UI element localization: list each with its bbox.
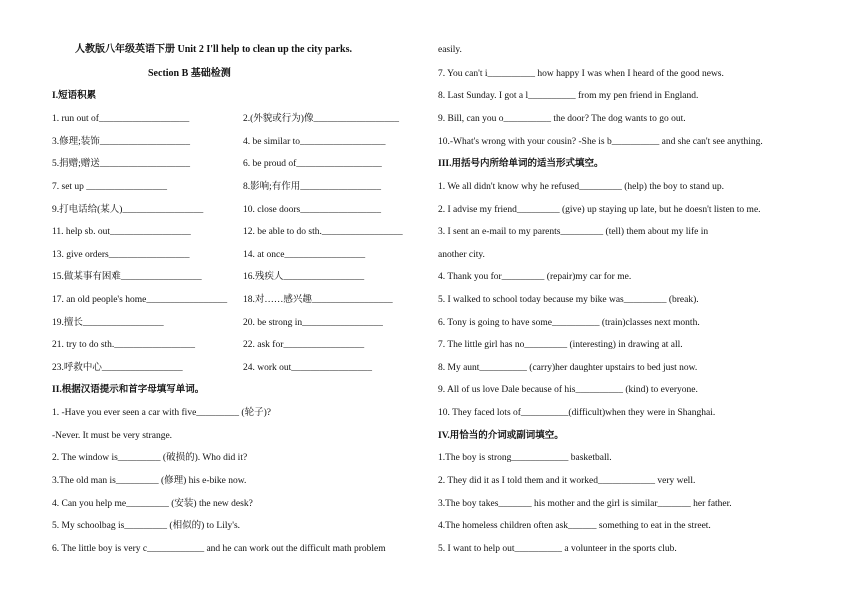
question-line: -Never. It must be very strange. bbox=[52, 431, 173, 441]
phrase-item: 23.呼救中心_________________ bbox=[52, 363, 183, 373]
question-line: 4.The homeless children often ask______ something to eat in the street. bbox=[438, 521, 711, 531]
question-line: 5. My schoolbag is_________ (相似的) to Lily's. bbox=[52, 521, 241, 531]
phrase-item: 4. be similar to__________________ bbox=[243, 137, 386, 147]
section-3-heading: III.用括号内所给单词的适当形式填空。 bbox=[438, 159, 604, 169]
phrase-item: 5.捐赠;赠送___________________ bbox=[52, 159, 191, 169]
phrase-item: 8.影响;有作用_________________ bbox=[243, 182, 382, 192]
phrase-item: 11. help sb. out_________________ bbox=[52, 227, 191, 237]
question-line: 2. The window is_________ (破损的). Who did it? bbox=[52, 453, 248, 463]
question-line: 8. Last Sunday. I got a l__________ from my pen friend in England. bbox=[438, 91, 699, 101]
phrase-item: 22. ask for_________________ bbox=[243, 340, 365, 350]
phrase-item: 15.做某事有困难_________________ bbox=[52, 272, 202, 282]
question-line: 2. They did it as I told them and it worked____________ very well. bbox=[438, 476, 696, 486]
phrase-item: 16.残疾人_________________ bbox=[243, 272, 365, 282]
section-1-heading: I.短语积累 bbox=[52, 91, 97, 101]
phrase-item: 7. set up _________________ bbox=[52, 182, 168, 192]
phrase-item: 18.对……感兴趣_________________ bbox=[243, 295, 393, 305]
phrase-item: 12. be able to do sth._________________ bbox=[243, 227, 403, 237]
question-line: 3.The boy takes_______ his mother and the girl is similar_______ her father. bbox=[438, 499, 732, 509]
phrase-item: 17. an old people's home_________________ bbox=[52, 295, 228, 305]
question-line: 1. We all didn't know why he refused_________ (help) the boy to stand up. bbox=[438, 182, 724, 192]
section-4-heading: IV.用恰当的介词或副词填空。 bbox=[438, 431, 564, 441]
phrase-item: 1. run out of___________________ bbox=[52, 114, 190, 124]
question-line: 7. You can't i__________ how happy I was when I heard of the good news. bbox=[438, 69, 724, 79]
phrase-item: 10. close doors_________________ bbox=[243, 205, 382, 215]
question-line: 10. They faced lots of__________(difficult)when they were in Shanghai. bbox=[438, 408, 716, 418]
question-line: 6. The little boy is very c____________ and he can work out the difficult math problem bbox=[52, 544, 386, 554]
worksheet-title: 人教版八年级英语下册 Unit 2 I'll help to clean up the city parks. bbox=[75, 44, 352, 55]
question-line: 10.-What's wrong with your cousin? -She is b__________ and she can't see anything. bbox=[438, 137, 763, 147]
phrase-item: 19.擅长_________________ bbox=[52, 318, 164, 328]
phrase-item: 9.打电话给(某人)_________________ bbox=[52, 205, 204, 215]
question-line: 6. Tony is going to have some__________ (train)classes next month. bbox=[438, 318, 700, 328]
question-line: 9. All of us love Dale because of his__________ (kind) to everyone. bbox=[438, 385, 698, 395]
worksheet-subtitle: Section B 基础检测 bbox=[148, 68, 231, 79]
phrase-item: 2.(外貌或行为)像__________________ bbox=[243, 114, 399, 124]
question-line: 9. Bill, can you o__________ the door? The dog wants to go out. bbox=[438, 114, 686, 124]
phrase-item: 14. at once_________________ bbox=[243, 250, 366, 260]
question-line: 4. Can you help me_________ (安装) the new desk? bbox=[52, 499, 253, 509]
question-line: 5. I walked to school today because my bike was_________ (break). bbox=[438, 295, 699, 305]
question-line: 3. I sent an e-mail to my parents_________ (tell) them about my life in bbox=[438, 227, 709, 237]
question-line: 8. My aunt__________ (carry)her daughter upstairs to bed just now. bbox=[438, 363, 698, 373]
phrase-item: 24. work out_________________ bbox=[243, 363, 373, 373]
question-line: 3.The old man is_________ (修理) his e-bike now. bbox=[52, 476, 247, 486]
phrase-item: 20. be strong in_________________ bbox=[243, 318, 383, 328]
phrase-item: 21. try to do sth._________________ bbox=[52, 340, 196, 350]
question-line: another city. bbox=[438, 250, 485, 260]
phrase-item: 13. give orders_________________ bbox=[52, 250, 190, 260]
question-line: 7. The little girl has no_________ (interesting) in drawing at all. bbox=[438, 340, 683, 350]
question-line: 1.The boy is strong____________ basketball. bbox=[438, 453, 612, 463]
question-line: 5. I want to help out__________ a volunteer in the sports club. bbox=[438, 544, 677, 554]
question-line: 4. Thank you for_________ (repair)my car for me. bbox=[438, 272, 632, 282]
question-line: 2. I advise my friend_________ (give) up staying up late, but he doesn't listen to me. bbox=[438, 205, 761, 215]
phrase-item: 3.修理;装饰___________________ bbox=[52, 137, 191, 147]
question-line: 1. -Have you ever seen a car with five_________ (轮子)? bbox=[52, 408, 271, 418]
question-line: easily. bbox=[438, 45, 462, 55]
section-2-heading: II.根据汉语提示和首字母填写单词。 bbox=[52, 385, 205, 395]
phrase-item: 6. be proud of__________________ bbox=[243, 159, 382, 169]
